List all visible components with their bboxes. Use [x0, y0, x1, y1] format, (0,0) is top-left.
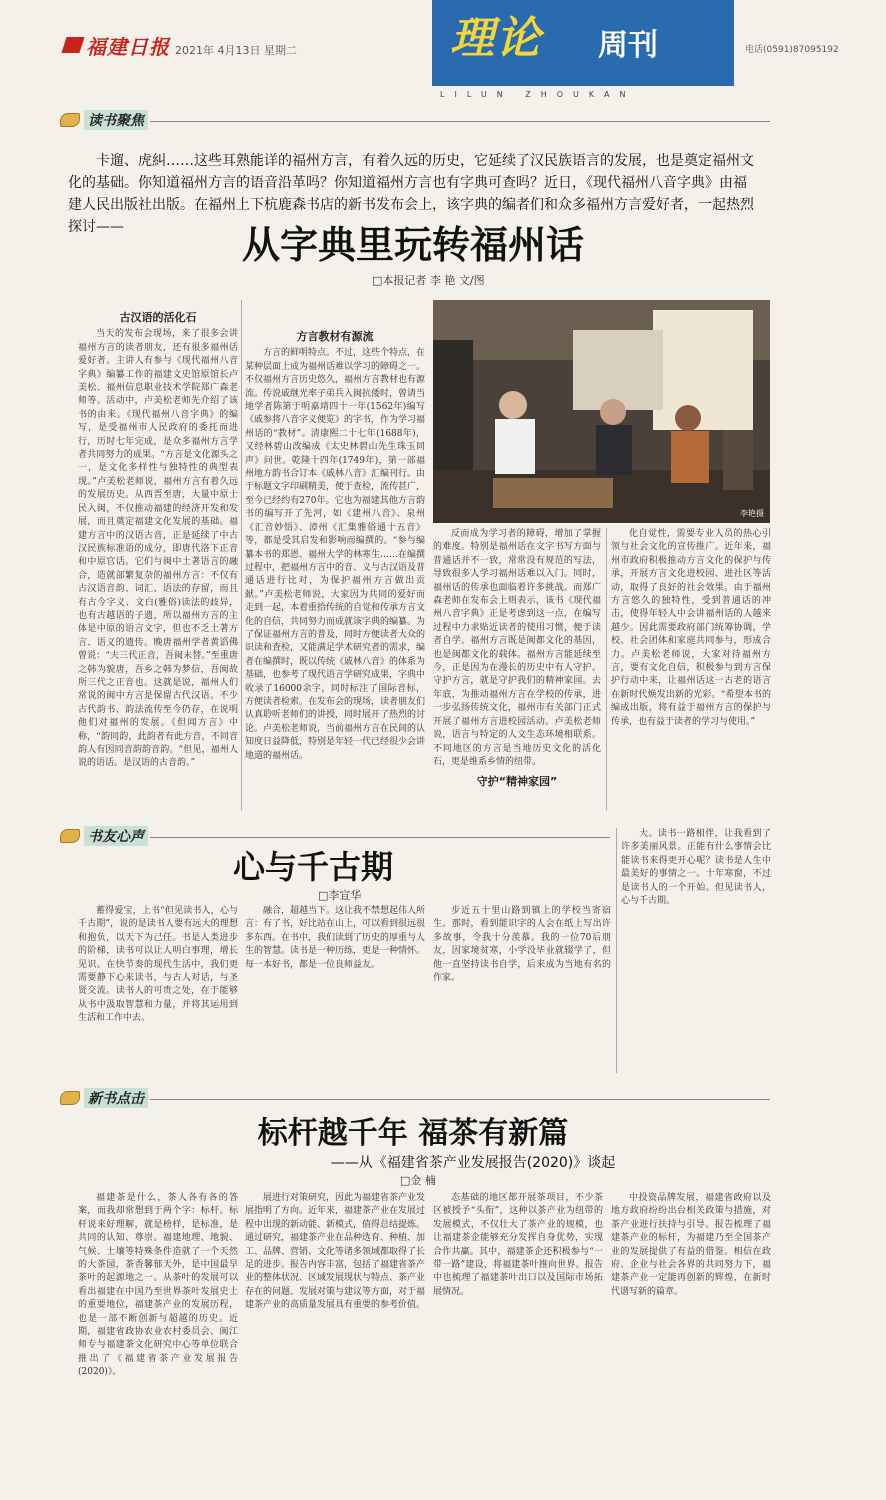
- column-divider: [616, 828, 617, 1073]
- logo-mark-icon: [62, 34, 82, 56]
- column-divider: [241, 300, 242, 810]
- article2-column-2: [245, 905, 425, 1073]
- article2-col3-text: 步近五十里山路到镇上的学校当寄宿生。那时，看到能识字的人会在纸上写出许多故事，令我十分羡慕。我的一位70后朋友，因家境贫寒，小学没毕业就辍学了，但他一直坚持读书自学，后来成为当地有名的作家。: [433, 906, 611, 984]
- article3-subtitle: ——从《福建省茶产业发展报告(2020)》谈起: [330, 1155, 616, 1171]
- event-photo-image: [433, 300, 770, 523]
- leaf-icon: [60, 829, 80, 843]
- section-divider: [150, 1099, 770, 1100]
- brand-subtitle: 周刊: [598, 28, 658, 63]
- article2-column-4: [621, 828, 771, 1073]
- article1-byline: □本报记者 李 艳 文/图: [372, 274, 485, 287]
- article3-column-3: [433, 1192, 603, 1492]
- article3-col1-text: 福建茶是什么，茶人各有各的答案，而我却常想到于两个字：标杆。标杆说来好理解，就是榜样，是标准，是共同的认知、尊崇。福建地理、地貌、气候、土壤等特殊条件造就了一个天然的大茶园，茶香馨郁天外，是中国最早茶叶的起源地之一。从茶叶的发展可以看出福建在中国乃至世界茶叶发展史上的重要地位，福建茶产业的发展历程，也是一部不断创新与超越的历史。近期，福建省政协农业农村委员会、闽江师专与福建茶文化研究中心等单位联合推出了《福建省茶产业发展报告(2020)》。: [78, 1193, 238, 1378]
- article1-column-1: [78, 305, 238, 805]
- article3-col3-text: 态基础的地区都开展茶项目，不少茶区被授予“头衔”，这种以茶产业为纽带的发展模式，不仅壮大了茶产业的规模，也让福建茶企能够充分发挥自身优势，实现合作共赢。其中，福建茶企还积极参与“一带一路”建设，将福建茶叶推向世界。报告中也梳理了福建茶叶出口以及国际市场拓展情况。: [433, 1193, 603, 1297]
- article2-byline: □李宣华: [318, 889, 362, 902]
- article1-lead: 卡遛、虎糾……这些耳熟能详的福州方言，有着久远的历史，它延续了汉民族语言的发展，也是奠定福州文化的基础。你知道福州方言的语音沿革吗？你知道福州方言也有字典可查吗？近日，《现代福州八音字典》由福建人民出版社出版。在福州上下杭鹿森书店的新书发布会上，该字典的编者们和众多福州方言爱好者，一起热烈探讨——: [68, 153, 754, 235]
- column-divider: [606, 528, 607, 810]
- brand-pinyin: LILUN ZHOUKAN: [440, 90, 636, 99]
- article2-column-3: [433, 905, 611, 1073]
- brand-title: 理论: [450, 13, 542, 64]
- section-label: 书友心声: [84, 826, 148, 846]
- article2-col1-text: 蓄得爱宝，上书“但见读书人，心与千古期”，说的是读书人要有远大的理想和抱负，以天下为己任。书是人类进步的阶梯，读书可以让人明白事理，增长见识。在快节奏的现代生活中，我们更需要静下心来读书，与古人对话，与圣贤交流。读书人的可贵之处，在于能够从书中汲取智慧和力量，并将其运用到生活和工作中去。: [78, 906, 238, 1024]
- article3-column-2: [245, 1192, 425, 1492]
- article1-col3-text: 反而成为学习者的障碍，增加了掌握的难度。特别是福州话在文字书写方面与普通话并不一致，常常没有规范的写法，导致很多人学习福州话难以入门。同时，福州话的传承也面临着许多挑战。而郑广森老师在发布会上则表示，该书《现代福州八音字典》正是考虑到这一点，在编写过程中力求贴近读者的使用习惯，便于读者自学。福州方言既是闽都文化的基因，也是闽都文化的载体。福州方言能延续至今，正是因为在漫长的历史中有人守护。守护方言，就是守护我们的精神家园。去年底，为推动福州方言在学校的传承，进一步弘扬传统文化，福州市有关部门正式开展了福州方言进校园活动。卢美松老师说，语言与特定的人文生态环境相联系。不同地区的方言是当地历史文化的活化石，更是维系乡情的纽带。: [433, 529, 601, 767]
- article1-column-2: [245, 300, 425, 810]
- article1-col4-text: 化自觉性，需要专业人员的热心引领与社会文化的宣传推广。近年来，福州市政府积极推动方言文化的保护与传承，开展方言文化进校园、进社区等活动，取得了良好的社会效果。由于福州方言悠久的独特性，受到普通话的冲击，使得年轻人中会讲福州话的人越来越少。因此需要政府部门统筹协调，学校、社会团体和家庭共同参与，形成合力。卢美松老师说，大家对待福州方言，要有文化自信，积极参与到方言保护行动中来，让福州话这一古老的语言在新时代焕发出新的光彩。“希望本书的编成出版，将有益于福州方言的保护与传承，也有益于读者的学习与使用。”: [611, 529, 771, 727]
- section-divider: [150, 121, 770, 122]
- article3-headline: 标杆越千年 福茶有新篇: [257, 1116, 569, 1151]
- article1-col1-text: 当天的发布会现场，来了很多会讲福州方言的读者朋友，还有很多福州话爱好者。主讲人有参与《现代福州八音字典》编纂工作的福建文史馆原馆长卢美松、福州信息职业技术学院郑广森老师等。活动中，卢美松老师先介绍了该书的由来。《现代福州八音字典》的编写，是受福州市人民政府的委托而进行，历时七年完成，是众多福州方言学者共同努力的成果。“方言是文化源头之一，是文化多样性与独特性的典型表现。”卢美松老师说，福州方言有着久远的发展历史。从西晋至唐，大量中原士民入闽，不仅推动福建的经济开发和发展，而且奠定福建文化发展的基础。福建方言中的汉语古音，正是延续了中古汉民族标准语的成分，即唐代洛下正音和中原官话。它们与闽中土著语言的融合，造就部繁复杂的福州方言：不仅有古汉语音韵、词汇、语法的存留，而且有古今字义、文白(雅俗)读法的歧异，也有古越语的子遗，所以福州方言的主体是中原的语言文字，但也不乏土著方言、语义的遗传。晚唐福州学者黄滔佛曾说：“夫三代正音，吾闽未替。”至重唐之韩为貌唐，吾乡之韩为梦信，吾闽故所三代之正音也。这就是说，福州人们常说的闽中方言是保留古代汉语。不少古代韵书、韵法流传至今仍存，在说明他们对福州的发展。《但闻方言》中称，“韵同韵，此韵者有此方音，不同音韵人有因同音韵韵音韵。“但见，福州人说的语话。是汉语的古音韵。”: [78, 329, 238, 769]
- section-divider: [150, 837, 610, 838]
- subhead-spiritual-home: 守护“精神家园”: [476, 775, 558, 789]
- subhead-textbook: 方言教材有源流: [296, 330, 374, 343]
- article2-column-1: [78, 905, 238, 1073]
- article3-col4-text: 中投资品牌发展，福建省政府以及地方政府纷纷出台相关政策与措施，对茶产业进行扶持与引导。报告梳理了福建茶产业的标杆，为福建乃至全国茶产业的发展提供了有益的借鉴。相信在政府、企业与社会各界的共同努力下，福建茶产业一定能再创新的辉煌，在新时代谱写新的篇章。: [611, 1193, 771, 1297]
- article2-col4-text: 大。读书一路相伴，让我看到了许多美丽风景。正能有什么事情会比能读书来得更开心呢？读书是人生中最美好的事情之一。十年寒窗，不过是读书人的一个开始。但见读书人，心与千古期。: [621, 829, 771, 907]
- article3-byline: □金 楠: [400, 1174, 436, 1187]
- paper-name: 福建日报: [86, 34, 170, 59]
- article3-column-4: [611, 1192, 771, 1492]
- article3-column-1: [78, 1192, 238, 1492]
- article1-column-4: [611, 528, 771, 810]
- article2-headline: 心与千古期: [232, 848, 393, 886]
- paper-logo: [62, 30, 170, 60]
- article3-col2-text: 展进行对策研究，因此为福建省茶产业发展指明了方向。近年来，福建茶产业在发展过程中出现的新动能、新模式，值得总结提炼。通过研究，福建茶产业在品种选育、种植、加工、品牌、营销、文化等诸多领域都取得了长足的进步。报告内容丰富，包括了福建省茶产业的整体状况、区域发展现状与特点、茶产业存在的问题、发展对策与建议等方面，对于福建茶产业的高质量发展具有重要的参考价值。: [245, 1193, 426, 1311]
- article1-headline: 从字典里玩转福州话: [241, 223, 584, 267]
- leaf-icon: [60, 1091, 80, 1105]
- section-label: 新书点击: [84, 1088, 148, 1108]
- contact-phone: 电话(0591)87095192: [745, 45, 839, 55]
- event-photo: [433, 300, 770, 523]
- article2-col2-text: 融合，超越当下。这让我不禁想起伟人所言：有了书，好比站在山上，可以看到很远很多东西。在书中，我们读到了历史的厚重与人生的智慧。读书是一种历练，更是一种情怀。每一本好书，都是一位良师益友。: [245, 906, 426, 970]
- article1-column-3: [433, 528, 601, 810]
- section-label: 读书聚焦: [84, 110, 148, 130]
- subhead-classical: 古汉语的活化石: [119, 311, 197, 324]
- article1-col2-text: 方言的鲜明特点。不过，这些个特点，在某种层面上成为福州话难以学习的障碍之一。不仅福州方言历史悠久，福州方言教材也有源流。传说戚继光率子弟兵入闽抗倭时，曾请当地学者陈第于明嘉靖四十一年(1562年)编写《戚参将八音字义便览》的字书，作为学习福州话的“教材”。清康熙二十七年(1688年)，又经林碧山改编成《太史林碧山先生珠玉同声》问世。乾隆十四年(1749年)，第一部福州地方韵书合订本《戚林八音》汇编刊行。由于标题文字印刷精美，便于查检，流传甚广，至今已经约有270年。它也为福建其他方言韵书的编写开了先河，如《建州八音》、泉州《汇音妙悟》、漳州《汇集雅俗通十五音》等，都是受其启发和影响而编撰的。“参与编纂本书的郑恩、福州大学的林寒生……在编撰过程中，把福州方言中的音、义与古汉语及普通话进行比对，为保护福州方言做出贡献。”卢美松老师说，大家因为共同的爱好而走到一起，本着重拾传统的自觉和传承方言文化的自信，共同努力而成就该字典的编纂。为了保证福州方言的普及，同时方便读者大众的识读和查检，又能满足学术研究者的需求，编者在编撰时，既以传统《戚林八音》的体系为基础，也参考了现代语言学研究成果，字典中收录了16000余字，同时标注了国际音标，方便读者检索。在发布会的现场，读者朋友们认真聆听老师们的讲授，同时展开了热烈的讨论。卢美松老师说，当前福州方言在民间的认知度日益降低，特别是年轻一代已经很少会讲地道的福州话。: [245, 348, 426, 761]
- section-tag-new-books: [60, 1088, 148, 1108]
- photo-credit: 李艳摄: [740, 509, 764, 518]
- section-tag-reading-focus: [60, 110, 148, 130]
- masthead: [0, 0, 839, 99]
- leaf-icon: [60, 113, 80, 127]
- issue-date: 2021年 4月13日 星期二: [175, 44, 297, 57]
